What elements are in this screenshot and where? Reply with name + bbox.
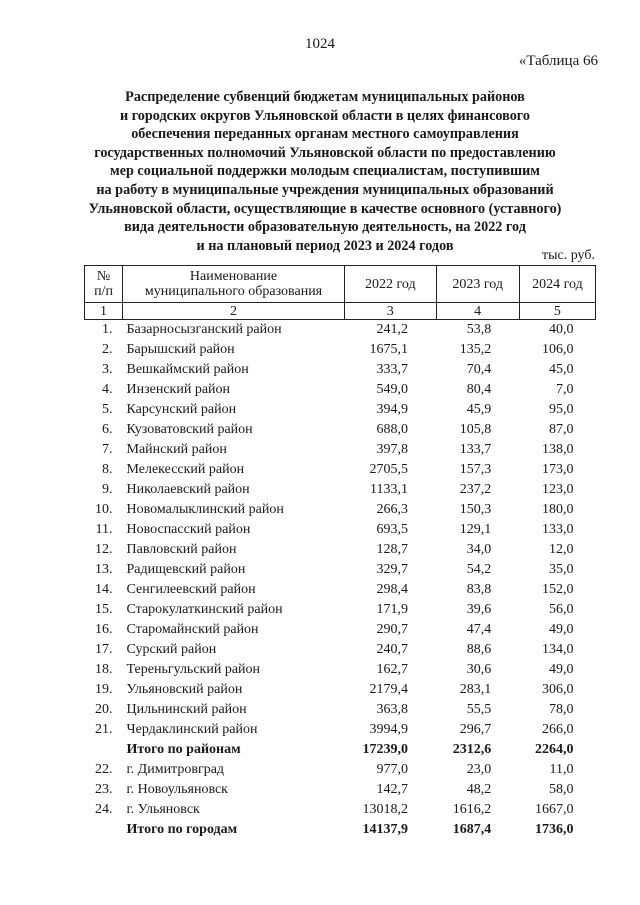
municipality-name: г. Ульяновск xyxy=(126,802,200,817)
row-number: 3. xyxy=(102,362,113,377)
value-2023: 88,6 xyxy=(466,642,492,657)
value-2024: 2264,0 xyxy=(535,742,574,757)
header-2024: 2024 год xyxy=(519,266,595,303)
value-2024: 133,0 xyxy=(542,522,574,537)
value-2024: 45,0 xyxy=(549,362,574,377)
row-number: 21. xyxy=(95,722,113,737)
value-2023: 23,0 xyxy=(466,762,492,777)
table-body xyxy=(85,320,596,841)
title-line: мер социальной поддержки молодым специалистам, поступившим xyxy=(110,163,540,180)
value-2022: 397,8 xyxy=(376,442,409,457)
table-row xyxy=(85,480,596,500)
municipality-name: Тереньгульский район xyxy=(126,662,261,677)
value-2024: 49,0 xyxy=(549,662,574,677)
table-row xyxy=(85,540,596,560)
municipality-name: Новоспасский район xyxy=(126,522,251,537)
value-2024: 56,0 xyxy=(549,602,574,617)
title-line: Распределение субвенций бюджетам муниципальных районов xyxy=(125,89,525,105)
municipality-name: Мелекесский район xyxy=(126,462,245,477)
value-2024: 306,0 xyxy=(542,682,574,697)
value-2023: 150,3 xyxy=(459,502,492,517)
value-2024: 180,0 xyxy=(542,502,574,517)
row-number xyxy=(85,820,123,840)
header-2023: 2023 год xyxy=(436,266,519,303)
municipality-name: Барышский район xyxy=(126,342,235,357)
value-2023: 129,1 xyxy=(459,522,492,537)
value-2022: 241,2 xyxy=(376,322,409,337)
value-2024: 40,0 xyxy=(549,322,574,337)
table-row xyxy=(85,640,596,660)
municipality-name: Инзенский район xyxy=(126,382,231,397)
row-number: 13. xyxy=(95,562,113,577)
header-2022: 2022 год xyxy=(345,266,437,303)
table-row xyxy=(85,400,596,420)
municipality-name: Вешкаймский район xyxy=(126,362,249,377)
table-row xyxy=(85,380,596,400)
value-2023: 48,2 xyxy=(466,782,492,797)
value-2022: 363,8 xyxy=(376,702,409,717)
row-number: 23. xyxy=(95,782,113,797)
municipality-name: Чердаклинский район xyxy=(126,722,258,737)
municipality-name: Кузоватовский район xyxy=(126,422,253,437)
row-number: 16. xyxy=(95,622,113,637)
table-reference: «Таблица 66 xyxy=(518,53,598,69)
value-2022: 128,7 xyxy=(376,542,409,557)
table-row xyxy=(85,360,596,380)
subvention-table xyxy=(84,265,596,840)
municipality-name: г. Димитровград xyxy=(126,762,225,777)
column-number: 1 xyxy=(85,303,123,320)
municipality-name: Николаевский район xyxy=(126,482,250,497)
row-number: 5. xyxy=(102,402,113,417)
table-row xyxy=(85,340,596,360)
value-2024: 11,0 xyxy=(549,762,574,777)
table-row xyxy=(85,720,596,740)
value-2024: 7,0 xyxy=(556,382,574,397)
value-2023: 54,2 xyxy=(466,562,492,577)
municipality-name: Старокулаткинский район xyxy=(126,602,283,617)
document-title xyxy=(60,88,590,255)
unit-label: тыс. руб. xyxy=(542,248,595,263)
value-2023: 1616,2 xyxy=(452,802,492,817)
row-number: 8. xyxy=(102,462,113,477)
value-2024: 95,0 xyxy=(549,402,574,417)
municipality-name: Старомайнский район xyxy=(126,622,259,637)
value-2022: 266,3 xyxy=(376,502,409,517)
municipality-name: Сенгилеевский район xyxy=(126,582,256,597)
value-2023: 70,4 xyxy=(466,362,492,377)
row-number: 12. xyxy=(95,542,113,557)
row-number: 17. xyxy=(95,642,113,657)
municipality-name: Новомалыклинский район xyxy=(126,502,284,517)
value-2023: 133,7 xyxy=(459,442,492,457)
column-number: 3 xyxy=(345,303,437,320)
municipality-name: Итого по районам xyxy=(126,742,241,757)
value-2022: 3994,9 xyxy=(369,722,409,737)
municipality-name: Карсунский район xyxy=(126,402,237,417)
value-2022: 171,9 xyxy=(376,602,409,617)
municipality-name: Ульяновский район xyxy=(126,682,243,697)
value-2024: 12,0 xyxy=(549,542,574,557)
municipality-name: Цильнинский район xyxy=(126,702,247,717)
municipality-name: Павловский район xyxy=(126,542,237,557)
value-2023: 283,1 xyxy=(459,682,492,697)
table-row xyxy=(85,520,596,540)
value-2023: 45,9 xyxy=(466,402,492,417)
row-number: 18. xyxy=(95,662,113,677)
column-number-row xyxy=(85,303,596,320)
value-2023: 237,2 xyxy=(459,482,492,497)
value-2022: 2179,4 xyxy=(369,682,409,697)
row-number: 7. xyxy=(102,442,113,457)
value-2022: 333,7 xyxy=(376,362,409,377)
value-2023: 135,2 xyxy=(459,342,492,357)
row-number: 9. xyxy=(102,482,113,497)
value-2022: 290,7 xyxy=(376,622,409,637)
value-2023: 157,3 xyxy=(459,462,492,477)
municipality-name: Итого по городам xyxy=(126,822,238,837)
value-2024: 78,0 xyxy=(549,702,574,717)
municipality-name: г. Новоульяновск xyxy=(126,782,228,797)
row-number: 15. xyxy=(95,602,113,617)
header-number: № п/п xyxy=(85,266,123,303)
title-line: вида деятельности образовательную деятельность, на 2022 год xyxy=(124,219,526,236)
row-number: 4. xyxy=(102,382,113,397)
municipality-name: Радищевский район xyxy=(126,562,246,577)
title-line: обеспечения переданных органам местного самоуправления xyxy=(131,126,519,143)
value-2023: 83,8 xyxy=(466,582,492,597)
value-2022: 298,4 xyxy=(376,582,409,597)
value-2024: 173,0 xyxy=(542,462,574,477)
table-row xyxy=(85,660,596,680)
title-line: на работу в муниципальные учреждения муниципальных образований xyxy=(96,181,554,198)
row-number: 1. xyxy=(102,322,113,337)
value-2022: 142,7 xyxy=(376,782,409,797)
value-2024: 152,0 xyxy=(542,582,574,597)
table-total-row xyxy=(85,740,596,760)
row-number: 6. xyxy=(102,422,113,437)
municipality-name: Базарносызганский район xyxy=(126,322,282,337)
table-row xyxy=(85,780,596,800)
title-line: государственных полномочий Ульяновской области по предоставлению xyxy=(94,144,556,161)
title-line: и на плановый период 2023 и 2024 годов xyxy=(196,237,454,254)
value-2024: 87,0 xyxy=(549,422,574,437)
row-number: 11. xyxy=(95,522,113,537)
title-line: Ульяновской области, осуществляющие в качестве основного (уставного) xyxy=(88,200,562,217)
column-number: 5 xyxy=(519,303,595,320)
value-2024: 1667,0 xyxy=(535,802,574,817)
column-number: 4 xyxy=(436,303,519,320)
value-2023: 296,7 xyxy=(459,722,492,737)
value-2024: 266,0 xyxy=(542,722,574,737)
row-number: 10. xyxy=(95,502,113,517)
title-line: и городских округов Ульяновской области в целях финансового xyxy=(120,107,530,124)
table-row xyxy=(85,560,596,580)
table-row xyxy=(85,460,596,480)
row-number: 22. xyxy=(95,762,113,777)
value-2023: 2312,6 xyxy=(452,742,492,757)
value-2022: 162,7 xyxy=(376,662,409,677)
row-number: 24. xyxy=(95,802,113,817)
value-2023: 1687,4 xyxy=(452,822,492,837)
table-row xyxy=(85,700,596,720)
value-2023: 39,6 xyxy=(466,602,492,617)
value-2023: 30,6 xyxy=(466,662,492,677)
value-2022: 688,0 xyxy=(376,422,409,437)
table-row xyxy=(85,800,596,820)
value-2024: 58,0 xyxy=(549,782,574,797)
value-2024: 35,0 xyxy=(549,562,574,577)
value-2023: 53,8 xyxy=(466,322,492,337)
value-2022: 693,5 xyxy=(376,522,409,537)
value-2022: 2705,5 xyxy=(369,462,409,477)
value-2024: 123,0 xyxy=(542,482,574,497)
table-row xyxy=(85,680,596,700)
table-row xyxy=(85,600,596,620)
value-2024: 138,0 xyxy=(542,442,574,457)
value-2022: 977,0 xyxy=(376,762,409,777)
value-2024: 134,0 xyxy=(542,642,574,657)
row-number: 20. xyxy=(95,702,113,717)
municipality-name: Майнский район xyxy=(126,442,227,457)
table-row xyxy=(85,420,596,440)
value-2022: 549,0 xyxy=(376,382,409,397)
table-row xyxy=(85,500,596,520)
header-name: Наименование муниципального образования xyxy=(123,266,345,303)
table-row xyxy=(85,620,596,640)
value-2022: 13018,2 xyxy=(362,802,409,817)
value-2023: 34,0 xyxy=(466,542,492,557)
value-2022: 240,7 xyxy=(376,642,409,657)
table-row xyxy=(85,760,596,780)
value-2022: 17239,0 xyxy=(362,742,409,757)
value-2024: 1736,0 xyxy=(535,822,574,837)
municipality-name: Сурский район xyxy=(126,642,217,657)
value-2022: 14137,9 xyxy=(362,822,409,837)
value-2022: 1675,1 xyxy=(369,342,409,357)
value-2023: 55,5 xyxy=(466,702,492,717)
value-2023: 105,8 xyxy=(459,422,492,437)
value-2024: 49,0 xyxy=(549,622,574,637)
row-number: 2. xyxy=(102,342,113,357)
row-number: 19. xyxy=(95,682,113,697)
value-2022: 394,9 xyxy=(376,402,409,417)
value-2023: 47,4 xyxy=(466,622,492,637)
table-row xyxy=(85,580,596,600)
row-number xyxy=(85,740,123,760)
table-row xyxy=(85,320,596,341)
table-total-row xyxy=(85,820,596,840)
value-2023: 80,4 xyxy=(466,382,492,397)
table-row xyxy=(85,440,596,460)
header-row xyxy=(85,266,596,303)
column-number: 2 xyxy=(123,303,345,320)
row-number: 14. xyxy=(95,582,113,597)
value-2024: 106,0 xyxy=(542,342,574,357)
page-number: 1024 xyxy=(305,36,335,52)
value-2022: 1133,1 xyxy=(370,482,409,497)
value-2022: 329,7 xyxy=(376,562,409,577)
